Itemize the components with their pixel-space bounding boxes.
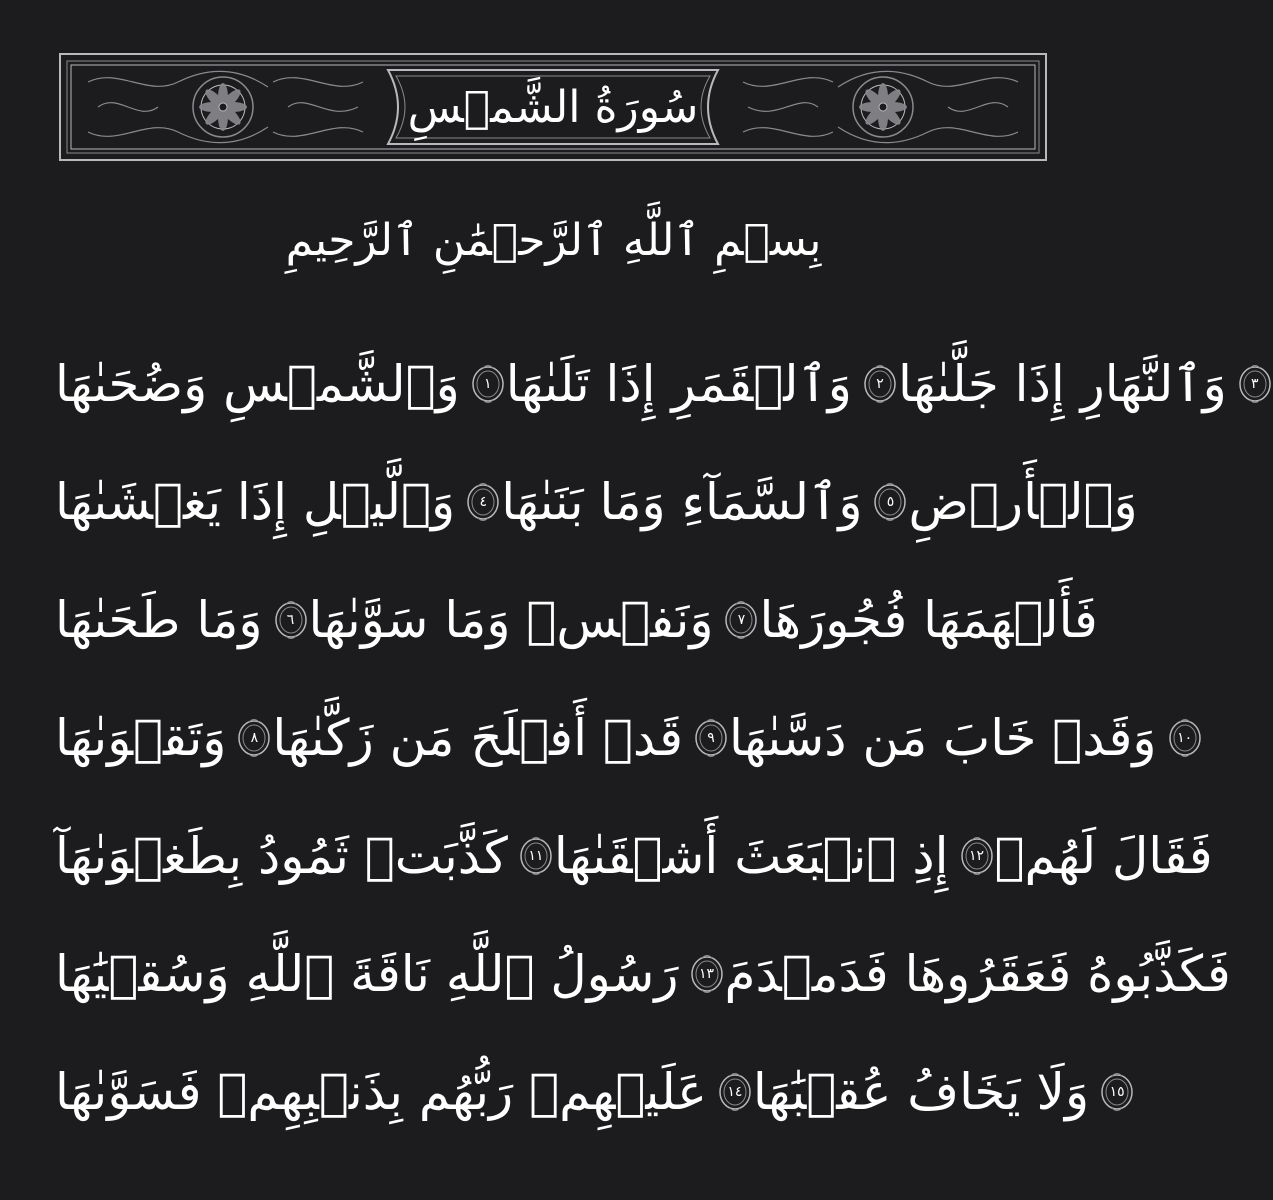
verse-text: وَٱلَّيۡلِ إِذَا يَغۡشَىٰهَا [55, 473, 456, 531]
verse-segment [554, 827, 995, 885]
verse-line [55, 679, 1193, 797]
verse-segment [272, 709, 729, 767]
ayah-number: ٩ [707, 730, 715, 746]
verse-segment [898, 355, 1273, 413]
verse-text: وَٱلۡأَرۡضِ [908, 473, 1138, 531]
verse-line [55, 561, 1098, 679]
ayah-number-marker [959, 836, 995, 876]
ayah-number-marker [273, 600, 309, 640]
ayah-number: ٢ [876, 376, 884, 392]
ayah-number-marker [693, 718, 729, 758]
verse-segment [753, 1063, 1135, 1121]
verse-text: فَأَلۡهَمَهَا فُجُورَهَا [759, 591, 1098, 649]
verse-segment [55, 1063, 753, 1121]
ayah-number: ٧ [737, 612, 746, 628]
ayah-number: ٥ [886, 494, 895, 510]
ayah-number-marker [862, 364, 898, 404]
ayah-number: ٦ [286, 612, 295, 628]
verse-text: وَقَدۡ خَابَ مَن دَسَّىٰهَا [729, 709, 1157, 767]
ayah-number-marker [470, 364, 506, 404]
ayah-number: ١١ [528, 848, 544, 864]
verse-line [55, 443, 1138, 561]
ayah-number: ١ [484, 376, 492, 392]
verse-line [55, 325, 1259, 443]
basmala: بِسۡمِ ٱللَّهِ ٱلرَّحۡمَٰنِ ٱلرَّحِيمِ [285, 214, 822, 266]
ayah-number-marker [717, 1072, 753, 1112]
verse-segment [55, 827, 554, 885]
verse-segment [725, 945, 1231, 1003]
verse-line [55, 797, 1213, 915]
ayah-number-marker [1099, 1072, 1135, 1112]
ayah-number: ٨ [250, 730, 259, 746]
ayah-number: ١٥ [1109, 1084, 1125, 1100]
verse-text: وَلَا يَخَافُ عُقۡبَٰهَا [752, 1063, 1090, 1121]
verse-segment [55, 473, 501, 531]
verse-segment [55, 591, 309, 649]
ayah-number: ٣ [1251, 376, 1259, 392]
verse-line [55, 915, 1231, 1033]
verse-segment [729, 709, 1203, 767]
ayah-number-marker [465, 482, 501, 522]
verse-segment [995, 827, 1213, 885]
verse-segment [759, 591, 1097, 649]
ayah-number: ١٢ [968, 848, 985, 864]
verse-segment [55, 355, 506, 413]
ayah-number-marker [518, 836, 554, 876]
verse-text: عَلَيۡهِمۡ رَبُّهُم بِذَنۢبِهِمۡ فَسَوَّىٰهَا [55, 1063, 707, 1121]
verse-text: كَذَّبَتۡ ثَمُودُ بِطَغۡوَىٰهَآ [55, 827, 508, 885]
verse-segment [908, 473, 1137, 531]
verse-segment [501, 473, 908, 531]
verse-text: رَسُولُ ٱللَّهِ نَاقَةَ ٱللَّهِ وَسُقۡيَٰهَا [55, 945, 679, 1003]
verse-segment [309, 591, 760, 649]
verse-segment [55, 709, 272, 767]
verse-line [55, 1033, 1125, 1151]
left-rosette-icon [193, 77, 253, 137]
verse-text: وَٱلنَّهَارِ إِذَا جَلَّىٰهَا [897, 355, 1227, 413]
verse-text: فَكَذَّبُوهُ فَعَقَرُوهَا فَدَمۡدَمَ [724, 945, 1231, 1003]
verse-text: وَٱلۡقَمَرِ إِذَا تَلَىٰهَا [505, 355, 852, 413]
ayah-number: ١٤ [727, 1084, 743, 1100]
verse-text: وَٱلسَّمَآءِ وَمَا بَنَىٰهَا [501, 473, 863, 531]
ayah-number: ١٠ [1177, 730, 1193, 746]
verse-text: وَٱلشَّمۡسِ وَضُحَىٰهَا [55, 355, 460, 413]
verse-segment [506, 355, 898, 413]
ayah-number-marker [723, 600, 759, 640]
verse-text: قَدۡ أَفۡلَحَ مَن زَكَّىٰهَا [272, 709, 684, 767]
ayah-number-marker [1237, 364, 1273, 404]
verse-text: وَمَا طَحَىٰهَا [55, 591, 263, 649]
verse-segment [55, 945, 725, 1003]
ayah-number: ١٣ [699, 966, 715, 982]
ayah-number-marker [872, 482, 908, 522]
ayah-number-marker [689, 954, 725, 994]
right-rosette-icon [853, 77, 913, 137]
ayah-number-marker [1167, 718, 1203, 758]
surah-title: سُورَةُ الشَّمۡسِ [407, 81, 699, 133]
verse-text: فَقَالَ لَهُمۡ [994, 827, 1213, 885]
verses-block [55, 325, 1259, 1151]
ayah-number: ٤ [479, 494, 487, 510]
surah-header-frame [58, 52, 1048, 162]
verse-text: وَنَفۡسٖ وَمَا سَوَّىٰهَا [308, 591, 714, 649]
verse-text: وَتَقۡوَىٰهَا [55, 709, 227, 767]
verse-text: إِذِ ٱنۢبَعَثَ أَشۡقَىٰهَا [553, 827, 949, 885]
ayah-number-marker [236, 718, 272, 758]
